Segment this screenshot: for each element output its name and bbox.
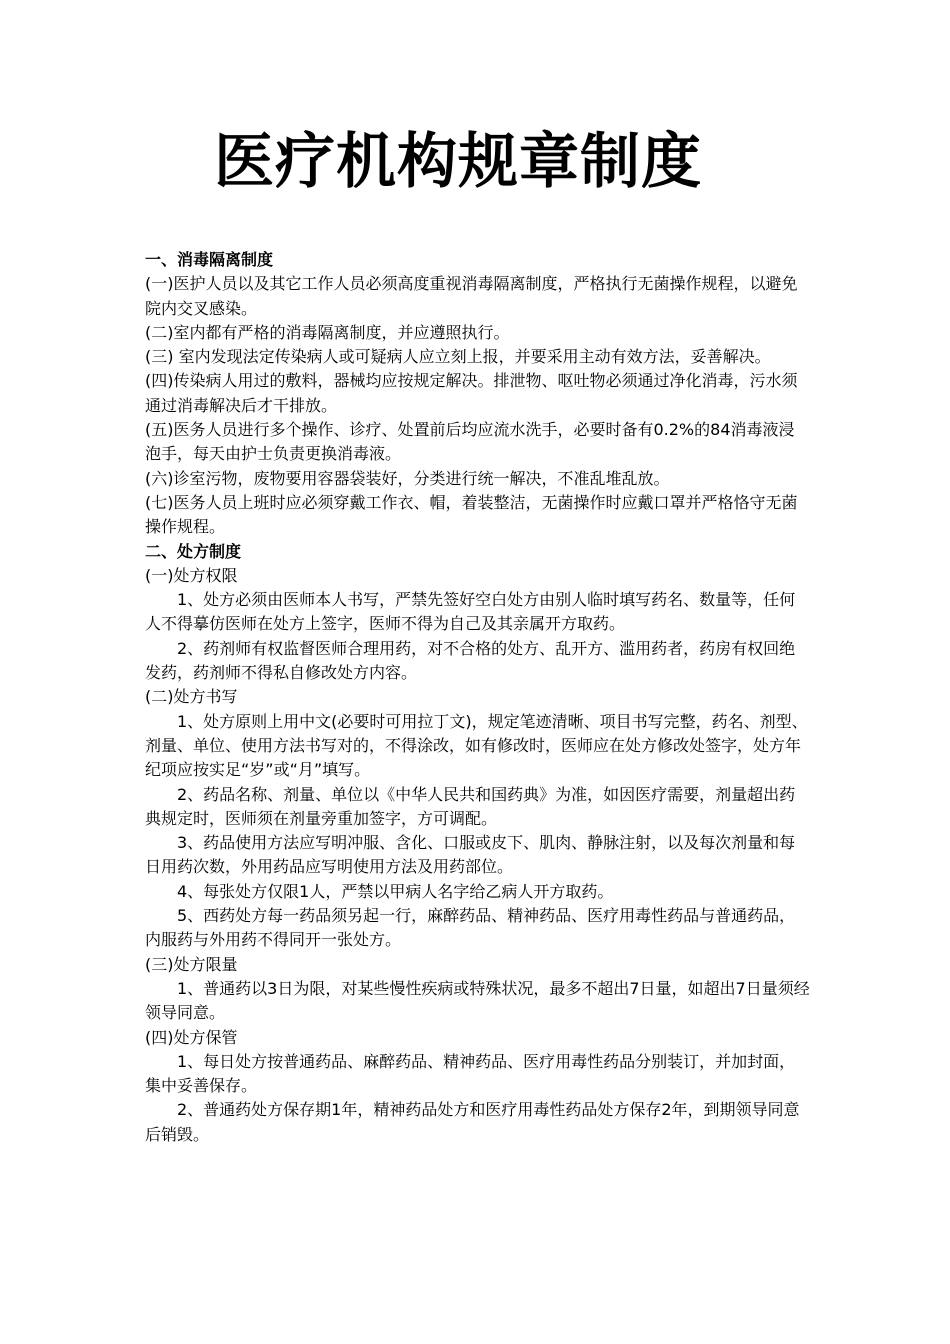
document-title: 医疗机构规章制度 — [214, 127, 702, 197]
paragraph: (二)室内都有严格的消毒隔离制度，并应遵照执行。 — [145, 322, 510, 342]
list-item: 1、处方必须由医师本人书写，严禁先签好空白处方由别人临时填写药名、数量等，任何人不得摹仿医师在处方上签字，医师不得为自己及其亲属开方取药。 — [145, 590, 796, 634]
list-item: 1、普通药以3日为限，对某些慢性疾病或特殊状况，最多不超出7日量，如超出7日量须经领导同意。 — [145, 978, 810, 1023]
list-item: 1、处方原则上用中文(必要时可用拉丁文)，规定笔迹清晰、项目书写完整，药名、剂型、剂量、单位、使用方法书写对的，不得涂改，如有修改时，医师应在处方修改处签字，处方年纪项应按实足“岁”或“月”填写。 — [145, 711, 808, 780]
list-item: 5、西药处方每一药品须另起一行，麻醉药品、精神药品、医疗用毒性药品与普通药品，内服药与外用药不得同开一张处方。 — [145, 906, 796, 950]
section-heading-prescription: 二、处方制度 — [145, 541, 242, 561]
list-item: 3、药品使用方法应写明冲服、含化、口服或皮下、肌肉、静脉注射，以及每次剂量和每日用药次数，外用药品应写明使用方法及用药部位。 — [145, 833, 796, 877]
subsection-label: (三)处方限量 — [145, 954, 238, 974]
paragraph: (五)医务人员进行多个操作、诊疗、处置前后均应流水洗手，必要时备有0.2%的84消毒液浸泡手，每天由护士负责更换消毒液。 — [145, 420, 795, 464]
paragraph: (三) 室内发现法定传染病人或可疑病人应立刻上报，并要采用主动有效方法，妥善解决。 — [145, 347, 771, 367]
list-item: 2、药剂师有权监督医师合理用药，对不合格的处方、乱开方、滥用药者，药房有权回绝发药，药剂师不得私自修改处方内容。 — [145, 638, 796, 683]
subsection-label: (一)处方权限 — [145, 565, 238, 585]
subsection-label: (四)处方保管 — [145, 1027, 238, 1047]
list-item: 4、每张处方仅限1人，严禁以甲病人名字给乙病人开方取药。 — [177, 881, 614, 901]
list-item: 2、药品名称、剂量、单位以《中华人民共和国药典》为准，如因医疗需要，剂量超出药典规定时，医师须在剂量旁重加签字，方可调配。 — [145, 784, 796, 828]
paragraph: (四)传染病人用过的敷料，器械均应按规定解决。排泄物、呕吐物必须通过净化消毒，污水须通过消毒解决后才干排放。 — [145, 371, 798, 415]
subsection-label: (二)处方书写 — [145, 687, 238, 707]
paragraph: (六)诊室污物，废物要用容器袋装好，分类进行统一解决，不准乱堆乱放。 — [145, 468, 670, 488]
paragraph: (一)医护人员以及其它工作人员必须高度重视消毒隔离制度，严格执行无菌操作规程，以避免院内交叉感染。 — [145, 274, 798, 318]
section-heading-disinfection: 一、消毒隔离制度 — [145, 250, 274, 269]
list-item: 2、普通药处方保存期1年，精神药品处方和医疗用毒性药品处方保存2年，到期领导同意后销毁。 — [145, 1100, 800, 1144]
paragraph: (七)医务人员上班时应必须穿戴工作衣、帽，着装整洁，无菌操作时应戴口罩并严格恪守无菌操作规程。 — [145, 492, 798, 537]
list-item: 1、每日处方按普通药品、麻醉药品、精神药品、医疗用毒性药品分别装订，并加封面，集中妥善保存。 — [145, 1051, 796, 1096]
document-body — [145, 248, 810, 1147]
